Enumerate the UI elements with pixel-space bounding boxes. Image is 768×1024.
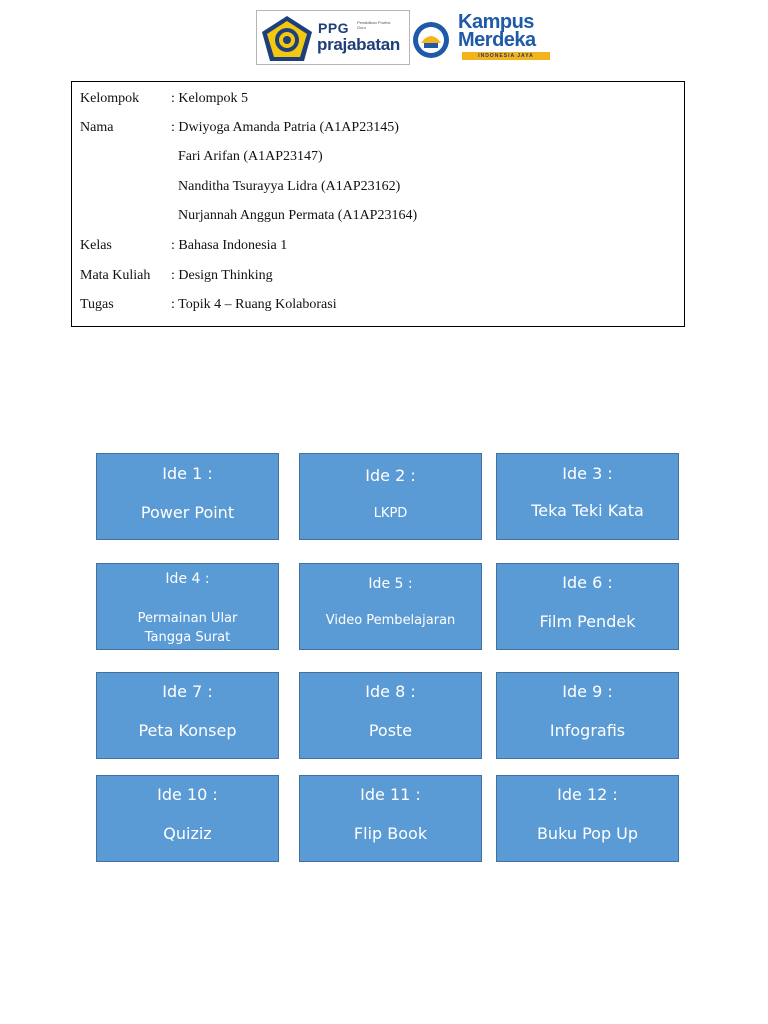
- idea-title: Ide 7 :: [162, 682, 213, 701]
- idea-name: Buku Pop Up: [536, 824, 639, 843]
- idea-name: Flip Book: [353, 824, 428, 843]
- idea-name: Power Point: [140, 503, 235, 522]
- kelas-label: Kelas: [80, 238, 112, 253]
- idea-name: Peta Konsep: [138, 721, 237, 740]
- member-name: Fari Arifan (A1AP23147): [178, 149, 323, 164]
- idea-name: Teka Teki Kata: [531, 501, 644, 520]
- kelompok-label: Kelompok: [80, 91, 140, 106]
- idea-card-3: [496, 453, 679, 540]
- ppg-subtitle-small: Pendidikan Profesi Guru: [357, 20, 391, 30]
- idea-card-8: [299, 672, 482, 759]
- idea-name: LKPD: [373, 506, 408, 521]
- idea-card-2: [299, 453, 482, 540]
- nama-label: Nama: [80, 120, 114, 135]
- idea-title: Ide 8 :: [365, 682, 416, 701]
- university-emblem-icon: [259, 14, 315, 64]
- idea-card-10: [96, 775, 279, 862]
- idea-card-11: [299, 775, 482, 862]
- idea-title: Ide 4 :: [165, 571, 210, 587]
- member-name: Nanditha Tsurayya Lidra (A1AP23162): [178, 179, 401, 194]
- idea-title: Ide 5 :: [368, 576, 413, 592]
- ppg-prajabatan-logo: [256, 10, 410, 65]
- kampus-merdeka-line1: Kampus: [458, 11, 534, 33]
- idea-name: Film Pendek: [539, 612, 636, 631]
- kampus-merdeka-ribbon: INDONESIA JAYA: [462, 52, 550, 60]
- idea-name: Quiziz: [163, 824, 212, 843]
- idea-title: Ide 3 :: [562, 464, 613, 483]
- idea-name: [97, 607, 278, 649]
- idea-card-12: [496, 775, 679, 862]
- ppg-title: PPG: [318, 20, 350, 36]
- idea-card-7: [96, 672, 279, 759]
- member-name: Nurjannah Anggun Permata (A1AP23164): [178, 208, 418, 223]
- idea-title: Ide 2 :: [365, 466, 416, 485]
- tugas-value: : Topik 4 – Ruang Kolaborasi: [171, 297, 337, 312]
- tut-wuri-handayani-icon: [412, 21, 450, 59]
- idea-name-line: Tangga Surat: [144, 630, 231, 645]
- group-info-box: [71, 81, 685, 327]
- idea-card-9: [496, 672, 679, 759]
- idea-title: Ide 11 :: [360, 785, 421, 804]
- idea-title: Ide 9 :: [562, 682, 613, 701]
- idea-card-6: [496, 563, 679, 650]
- idea-name: Video Pembelajaran: [325, 613, 456, 628]
- idea-card-5: [299, 563, 482, 650]
- ppg-subtitle: prajabatan: [317, 35, 400, 54]
- nama-value: : Dwiyoga Amanda Patria (A1AP23145): [171, 120, 399, 135]
- idea-card-4: [96, 563, 279, 650]
- idea-title: Ide 6 :: [562, 573, 613, 592]
- idea-name: Infografis: [549, 721, 626, 740]
- kampus-merdeka-line2: Merdeka: [458, 29, 536, 51]
- kelas-value: : Bahasa Indonesia 1: [171, 238, 288, 253]
- tugas-label: Tugas: [80, 297, 114, 312]
- idea-title: Ide 1 :: [162, 464, 213, 483]
- idea-card-1: [96, 453, 279, 540]
- mata-kuliah-value: : Design Thinking: [171, 268, 273, 283]
- idea-title: Ide 10 :: [157, 785, 218, 804]
- mata-kuliah-label: Mata Kuliah: [80, 268, 151, 283]
- kelompok-value: : Kelompok 5: [171, 91, 248, 106]
- idea-title: Ide 12 :: [557, 785, 618, 804]
- idea-name-line: Permainan Ular: [137, 611, 238, 626]
- idea-name: Poste: [368, 721, 413, 740]
